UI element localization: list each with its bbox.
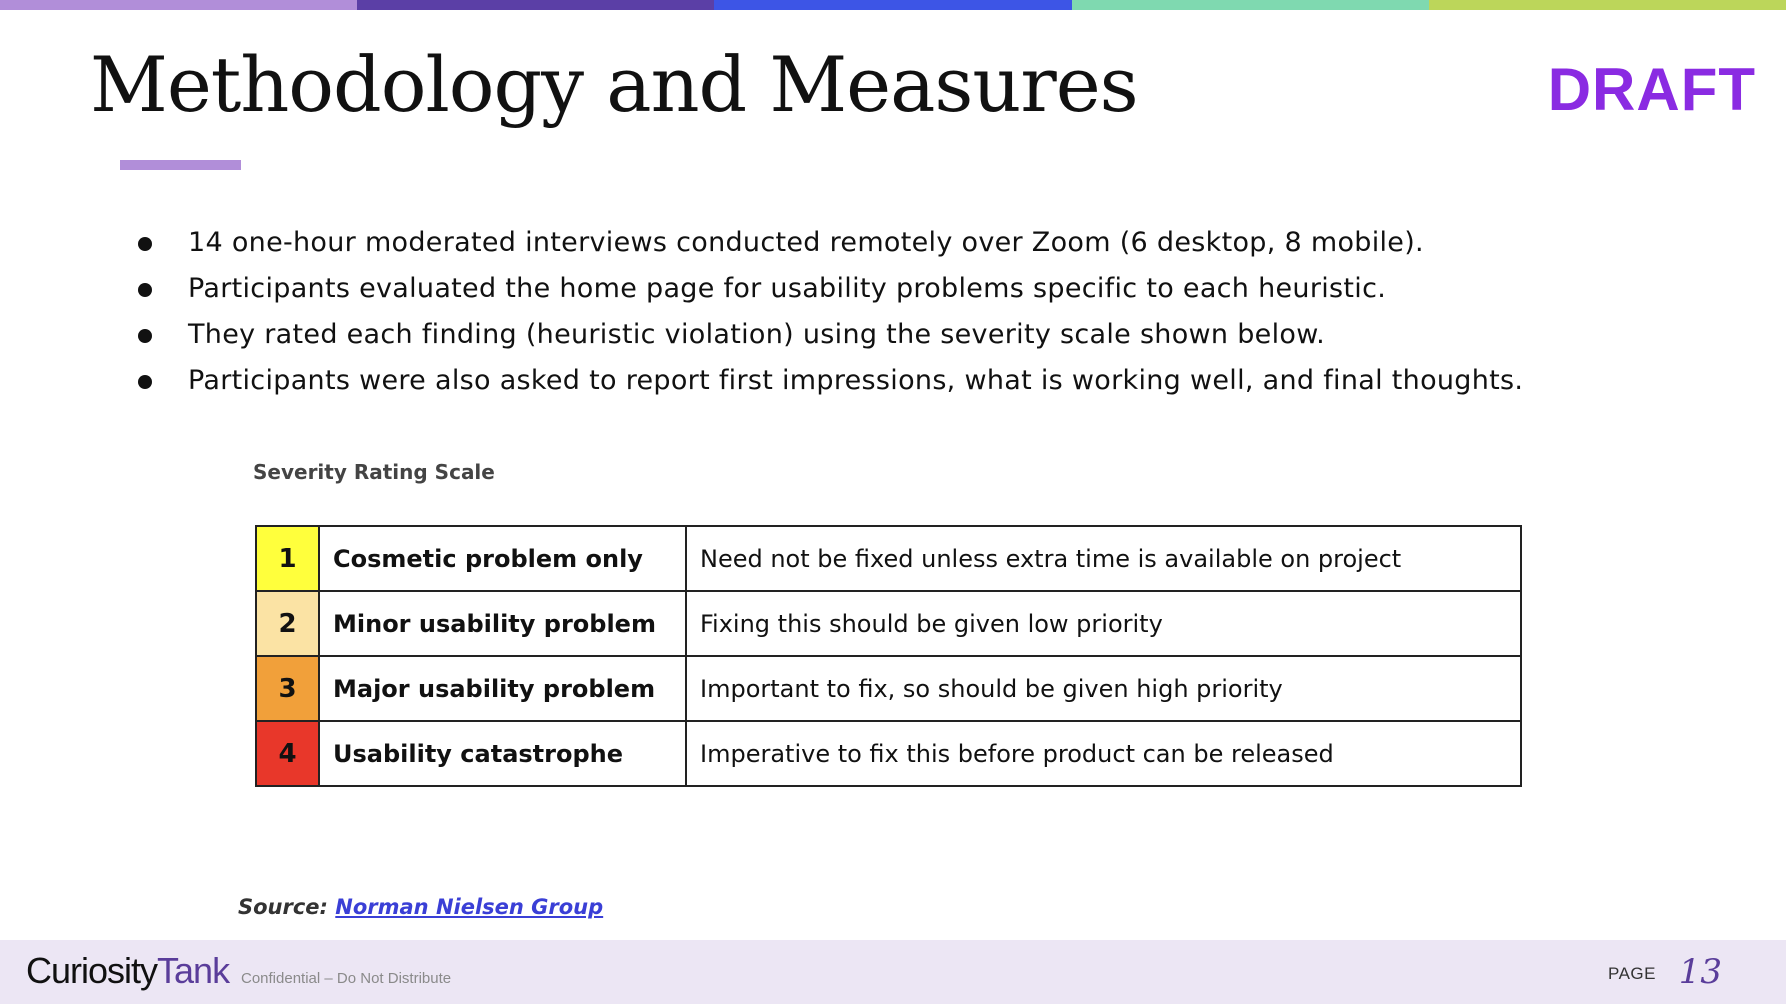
severity-description-cell: Need not be fixed unless extra time is available on project bbox=[686, 526, 1521, 591]
top-bar-segment bbox=[0, 0, 357, 10]
table-row bbox=[256, 591, 1521, 656]
severity-rating-cell: 4 bbox=[256, 721, 319, 786]
bullet-item bbox=[130, 312, 1730, 358]
bullet-dot-icon bbox=[138, 237, 152, 251]
top-bar-segment bbox=[1072, 0, 1429, 10]
top-color-bar bbox=[0, 0, 1786, 10]
curiosity-tank-logo bbox=[26, 950, 229, 992]
bullet-item bbox=[130, 266, 1730, 312]
severity-rating-cell: 1 bbox=[256, 526, 319, 591]
page-label: PAGE bbox=[1608, 964, 1656, 983]
source-link[interactable]: Norman Nielsen Group bbox=[335, 895, 604, 919]
bullet-dot-icon bbox=[138, 375, 152, 389]
severity-scale-title: Severity Rating Scale bbox=[253, 460, 495, 484]
severity-rating-cell: 3 bbox=[256, 656, 319, 721]
bullet-text: Participants were also asked to report first impressions, what is working well, and final thoughts. bbox=[188, 365, 1524, 396]
severity-description-cell: Important to fix, so should be given high priority bbox=[686, 656, 1521, 721]
table-row bbox=[256, 656, 1521, 721]
footer bbox=[0, 940, 1786, 1004]
bullet-list bbox=[130, 220, 1730, 404]
bullet-item bbox=[130, 220, 1730, 266]
severity-label-cell: Cosmetic problem only bbox=[319, 526, 686, 591]
top-bar-segment bbox=[1429, 0, 1786, 10]
severity-description-cell: Fixing this should be given low priority bbox=[686, 591, 1521, 656]
logo-text-curiosity: Curiosity bbox=[26, 950, 158, 991]
severity-table bbox=[255, 525, 1522, 787]
bullet-text: They rated each finding (heuristic violation) using the severity scale shown below. bbox=[188, 319, 1325, 350]
page-number: 13 bbox=[1678, 952, 1722, 992]
logo-text-tank: Tank bbox=[157, 950, 230, 991]
severity-label-cell: Major usability problem bbox=[319, 656, 686, 721]
source-prefix: Source: bbox=[238, 895, 328, 919]
top-bar-segment bbox=[357, 0, 714, 10]
severity-rating-cell: 2 bbox=[256, 591, 319, 656]
table-row bbox=[256, 526, 1521, 591]
bullet-item bbox=[130, 358, 1730, 404]
severity-description-cell: Imperative to fix this before product can be released bbox=[686, 721, 1521, 786]
bullet-text: Participants evaluated the home page for usability problems specific to each heuristic. bbox=[188, 273, 1387, 304]
source-citation bbox=[238, 895, 603, 919]
bullet-text: 14 one-hour moderated interviews conducted remotely over Zoom (6 desktop, 8 mobile). bbox=[188, 227, 1424, 258]
table-row bbox=[256, 721, 1521, 786]
severity-label-cell: Usability catastrophe bbox=[319, 721, 686, 786]
bullet-dot-icon bbox=[138, 283, 152, 297]
severity-label-cell: Minor usability problem bbox=[319, 591, 686, 656]
draft-badge: DRAFT bbox=[1547, 56, 1756, 123]
top-bar-segment bbox=[714, 0, 1071, 10]
page-title: Methodology and Measures bbox=[90, 40, 1138, 129]
title-underline bbox=[120, 160, 241, 170]
confidential-notice: Confidential – Do Not Distribute bbox=[241, 970, 452, 987]
bullet-dot-icon bbox=[138, 329, 152, 343]
